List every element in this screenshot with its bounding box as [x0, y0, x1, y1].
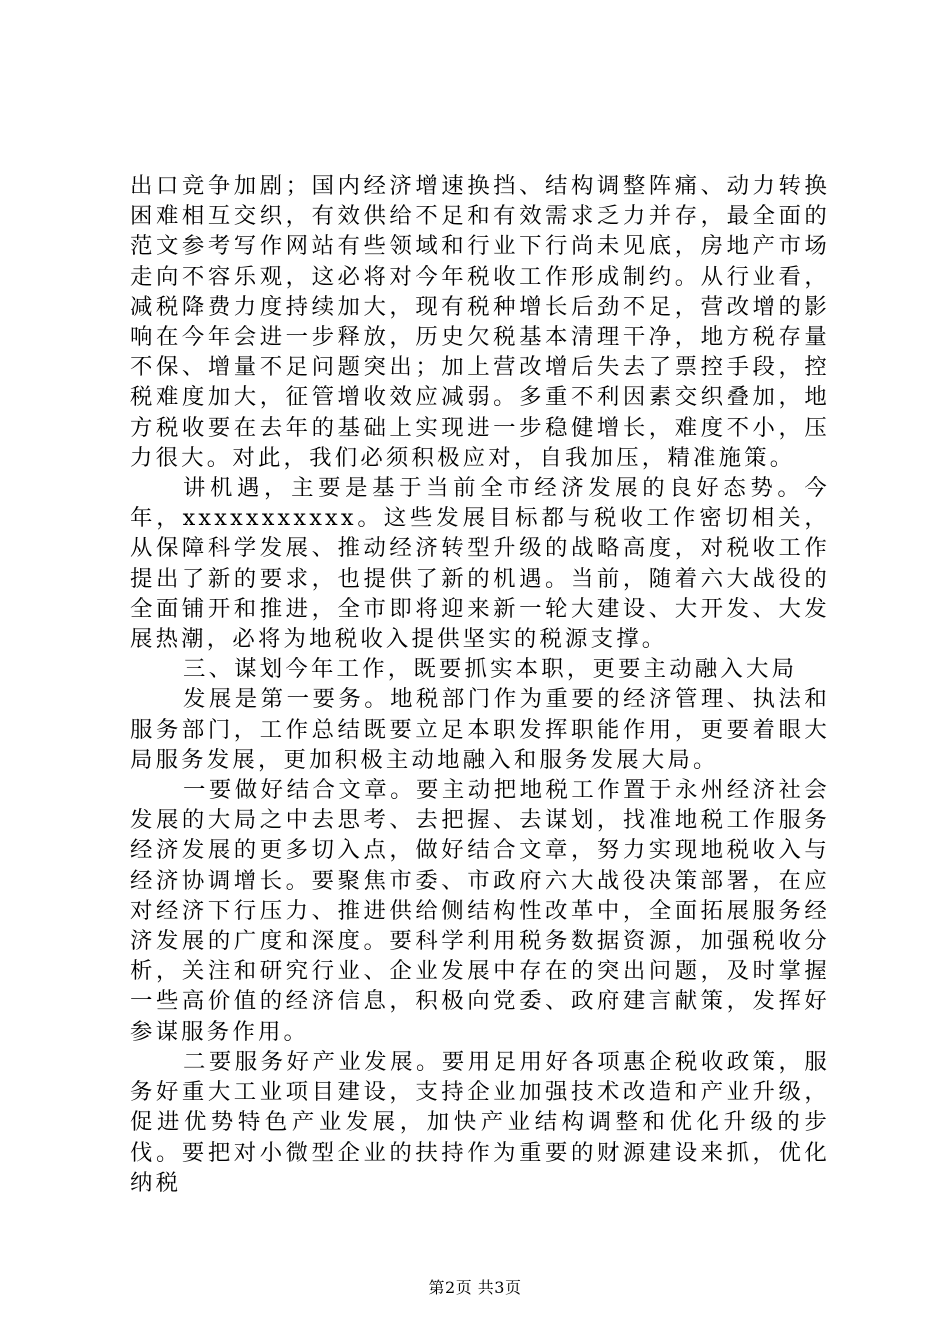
- paragraph-continuation: 出口竞争加剧；国内经济增速换挡、结构调整阵痛、动力转换困难相互交织，有效供给不足和有效需求乏力并存，最全面的范文参考写作网站有些领域和行业下行尚未见底，房地产市场走向不容乐观，这必将对今年税收工作形成制约。从行业看，减税降费力度持续加大，现有税种增长后劲不足，营改增的影响在今年会进一步释放，历史欠税基本清理干净，地方税存量不保、增量不足问题突出；加上营改增后失去了票控手段，控税难度加大，征管增收效应减弱。多重不利因素交织叠加，地方税收要在去年的基础上实现进一步稳健增长，难度不小，压力很大。对此，我们必须积极应对，自我加压，精准施策。: [130, 173, 830, 471]
- document-body: [130, 171, 830, 1198]
- section-heading: 三、谋划今年工作，既要抓实本职，更要主动融入大局: [183, 656, 798, 683]
- paragraph-point-two: 二要服务好产业发展。要用足用好各项惠企税收政策，服务好重大工业项目建设，支持企业加强技术改造和产业升级，促进优势特色产业发展，加快产业结构调整和优化升级的步伐。要把对小微型企业的扶持作为重要的财源建设来抓，优化纳税: [130, 1048, 830, 1196]
- paragraph-point-one: 一要做好结合文章。要主动把地税工作置于永州经济社会发展的大局之中去思考、去把握、去谋划，找准地税工作服务经济发展的更多切入点，做好结合文章，努力实现地税收入与经济协调增长。要聚焦市委、市政府六大战役决策部署，在应对经济下行压力、推进供给侧结构性改革中，全面拓展服务经济发展的广度和深度。要科学利用税务数据资源，加强税收分析，关注和研究行业、企业发展中存在的突出问题，及时掌握一些高价值的经济信息，积极向党委、政府建言献策，发挥好参谋服务作用。: [130, 777, 830, 1045]
- page-footer: 第2页 共3页: [428, 1278, 522, 1297]
- paragraph-development: 发展是第一要务。地税部门作为重要的经济管理、执法和服务部门，工作总结既要立足本职发挥职能作用，更要着眼大局服务发展，更加积极主动地融入和服务发展大局。: [130, 686, 830, 773]
- paragraph-opportunity: 讲机遇，主要是基于当前全市经济发展的良好态势。今年，xxxxxxxxxxx。这些发展目标都与税收工作密切相关，从保障科学发展、推动经济转型升级的战略高度，对税收工作提出了新的要求，也提供了新的机遇。当前，随着六大战役的全面铺开和推进，全市即将迎来新一轮大建设、大开发、大发展热潮，必将为地税收入提供坚实的税源支撑。: [130, 475, 830, 653]
